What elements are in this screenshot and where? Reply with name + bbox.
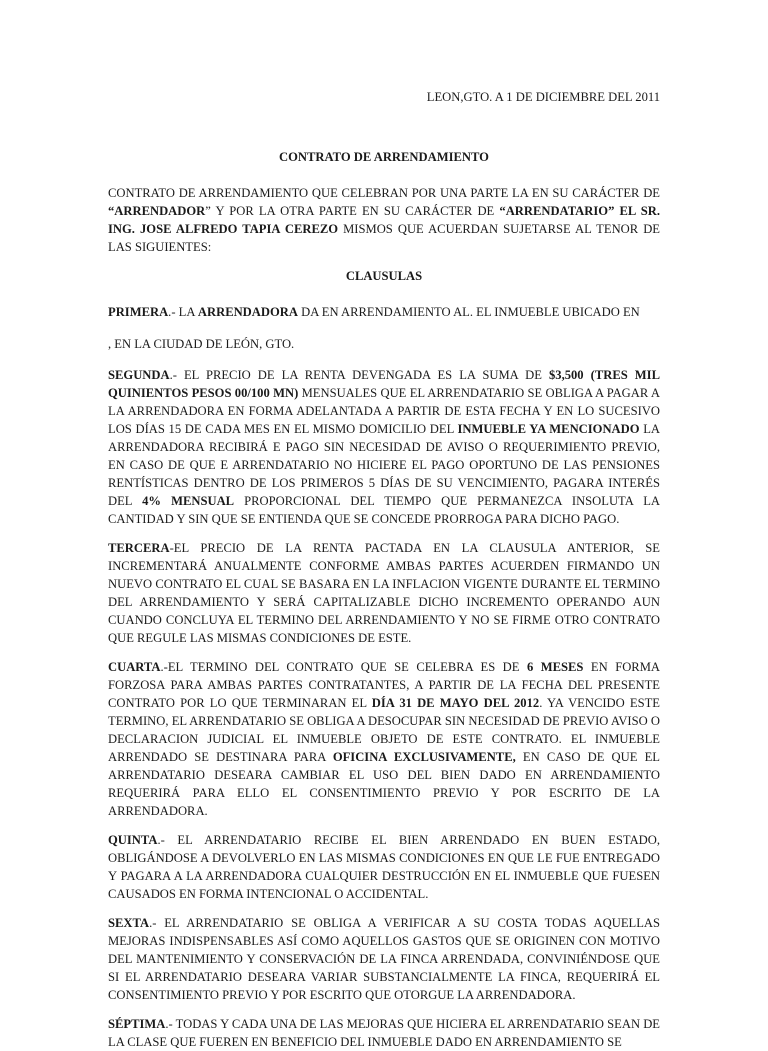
clause-bold: OFICINA EXCLUSIVAMENTE, xyxy=(332,750,516,764)
clause-bold: ARRENDADORA xyxy=(197,305,298,319)
clause-bold: $3,500 (TRES MIL QUINIENTOS PESOS 00/100 MN) xyxy=(108,368,660,400)
intro-text: MISMOS QUE ACUERDAN SUJETARSE AL TENOR DE LAS SIGUIENTES: xyxy=(108,222,660,254)
clause-text: .-EL TERMINO DEL CONTRATO QUE SE CELEBRA ES DE xyxy=(160,660,527,674)
clause-text: .- TODAS Y CADA UNA DE LAS MEJORAS QUE HICIERA EL ARRENDATARIO SEAN DE LA CLASE QUE FUEREN EN BENEFICIO DEL INMUEBLE DADO EN ARRENDAMIENTO SE xyxy=(108,1017,660,1049)
clause-label: CUARTA xyxy=(108,660,161,674)
clause-text: DA EN ARRENDAMIENTO AL. EL INMUEBLE UBICADO EN xyxy=(297,305,640,319)
intro-bold-arrendatario: “ARRENDATARIO” EL SR. ING. JOSE ALFREDO TAPIA CEREZO xyxy=(108,204,660,236)
intro-text: CONTRATO DE ARRENDAMIENTO QUE CELEBRAN POR UNA PARTE LA EN SU CARÁCTER DE xyxy=(108,186,660,200)
clause-text: . YA VENCIDO ESTE TERMINO, EL ARRENDATARIO SE OBLIGA A DESOCUPAR SIN NECESIDAD DE PREVIO AVISO O DECLARACION JUDICIAL EL INMUEBLE OBJETO DE ESTE CONTRATO. EL INMUEBLE ARRENDADO SE DESTINARA PARA xyxy=(108,696,660,764)
clause-text: EN CASO DE QUE EL ARRENDATARIO DESEARA CAMBIAR EL USO DEL BIEN DADO EN ARRENDAMIENTO REQUERIRÁ PARA ELLO EL CONSENTIMIENTO PREVIO Y POR ESCRITO DE LA ARRENDADORA. xyxy=(108,750,660,818)
clause-label: QUINTA xyxy=(108,833,158,847)
clause-text: -EL PRECIO DE LA RENTA PACTADA EN LA CLAUSULA ANTERIOR, SE INCREMENTARÁ ANUALMENTE CONFORME AMBAS PARTES ACUERDEN FIRMANDO UN NUEVO CONTRATO EL CUAL SE BASARA EN LA INFLACION VIGENTE DURANTE EL TERMINO DEL ARRENDAMIENTO Y SERÁ CAPITALIZABLE DICHO INCREMENTO OPERANDO AUN CUANDO CONCLUYA EL TERMINO DEL ARRENDAMIENTO Y NO SE FIRME OTRO CONTRATO QUE REGULE LAS MISMAS CONDICIONES DE ESTE. xyxy=(108,541,660,645)
clause-text: .- EL ARRENDATARIO SE OBLIGA A VERIFICAR A SU COSTA TODAS AQUELLAS MEJORAS INDISPENSABLES ASÍ COMO AQUELLOS GASTOS QUE SE ORIGINEN CON MOTIVO DEL MANTENIMIENTO Y CONSERVACIÓN DE LA FINCA ARRENDADA, CONVINIÉNDOSE QUE SI EL ARRENDATARIO DESEARA VARIAR SUBSTANCIALMENTE LA FINCA, REQUERIRÁ EL CONSENTIMIENTO PREVIO Y POR ESCRITO QUE OTORGUE LA ARRENDADORA. xyxy=(108,916,660,1002)
clause-text: EN FORMA FORZOSA PARA AMBAS PARTES CONTRATANTES, A PARTIR DE LA FECHA DEL PRESENTE CONTRATO POR LO QUE TERMINARAN EL xyxy=(108,660,660,710)
document-date: LEON,GTO. A 1 DE DICIEMBRE DEL 2011 xyxy=(426,90,660,104)
clause-bold: DÍA 31 DE MAYO DEL 2012 xyxy=(371,696,540,710)
clause-text: .- EL ARRENDATARIO RECIBE EL BIEN ARRENDADO EN BUEN ESTADO, OBLIGÁNDOSE A DEVOLVERLO EN LAS MISMAS CONDICIONES EN QUE LE FUE ENTREGADO Y PAGARA A LA ARRENDADORA CUALQUIER DESTRUCCIÓN EN EL INMUEBLE QUE FUESEN CAUSADOS EN FORMA INTENCIONAL O ACCIDENTAL. xyxy=(108,833,660,901)
clause-quinta xyxy=(108,831,660,903)
clause-label: SÉPTIMA xyxy=(108,1017,166,1031)
clause-bold: INMUEBLE YA MENCIONADO xyxy=(457,422,640,436)
clause-label: SEGUNDA xyxy=(108,368,170,382)
clause-label: TERCERA xyxy=(108,541,170,555)
clause-segunda xyxy=(108,366,660,528)
clause-primera-continued: , EN LA CIUDAD DE LEÓN, GTO. xyxy=(108,337,295,351)
clause-label: PRIMERA xyxy=(108,305,169,319)
clausulas-heading: CLAUSULAS xyxy=(345,269,423,283)
clause-septima xyxy=(108,1015,660,1051)
clause-tercera xyxy=(108,539,660,647)
clause-text: .- LA xyxy=(168,305,198,319)
intro-text: ” Y POR LA OTRA PARTE EN SU CARÁCTER DE xyxy=(205,204,500,218)
clause-text: PROPORCIONAL DEL TIEMPO QUE PERMANEZCA INSOLUTA LA CANTIDAD Y SIN QUE SE ENTIENDA QUE SE CONCEDE PRORROGA PARA DICHO PAGO. xyxy=(108,494,660,526)
clause-bold: 4% MENSUAL xyxy=(142,494,235,508)
clause-primera xyxy=(108,303,660,321)
clause-label: SEXTA xyxy=(108,916,150,930)
clause-bold: 6 MESES xyxy=(526,660,584,674)
intro-paragraph xyxy=(108,184,660,256)
document-title: CONTRATO DE ARRENDAMIENTO xyxy=(279,150,489,164)
clause-sexta xyxy=(108,914,660,1004)
clause-text: MENSUALES QUE EL ARRENDATARIO SE OBLIGA A PAGAR A LA ARRENDADORA EN FORMA ADELANTADA A PARTIR DE ESTA FECHA Y EN LO SUCESIVO LOS DÍAS 15 DE CADA MES EN EL MISMO DOMICILIO DEL xyxy=(108,386,660,436)
intro-bold-arrendador: “ARRENDADOR xyxy=(108,204,206,218)
clause-cuarta xyxy=(108,658,660,820)
clause-text: .- EL PRECIO DE LA RENTA DEVENGADA ES LA SUMA DE xyxy=(169,368,549,382)
clause-text: LA ARRENDADORA RECIBIRÁ E PAGO SIN NECESIDAD DE AVISO O REQUERIMIENTO PREVIO, EN CASO DE QUE E ARRENDATARIO NO HICIERE EL PAGO OPORTUNO DE LAS PENSIONES RENTÍSTICAS DENTRO DE LOS PRIMEROS 5 DÍAS DE SU VENCIMIENTO, PAGARA INTERÉS DEL xyxy=(108,422,661,508)
